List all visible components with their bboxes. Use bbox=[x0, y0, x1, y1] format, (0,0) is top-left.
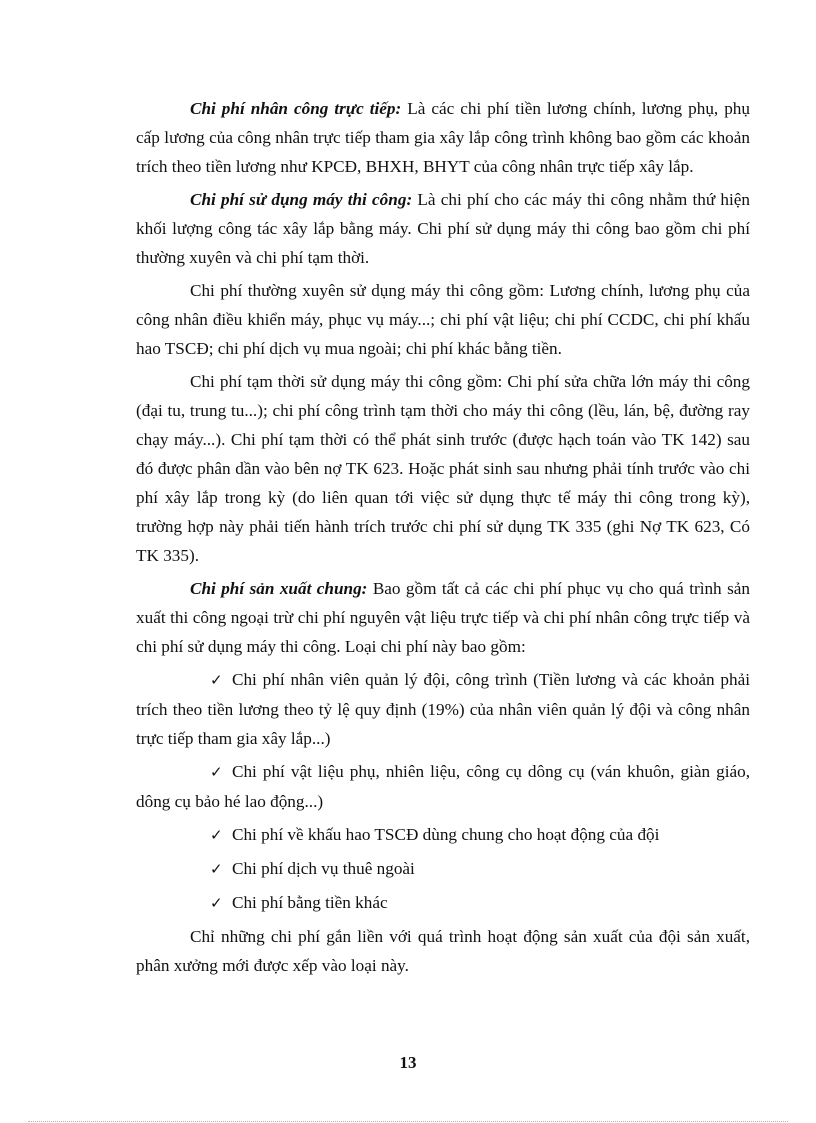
paragraph-general-production-cost bbox=[136, 574, 750, 661]
checklist-item-text: Chi phí về khấu hao TSCĐ dùng chung cho hoạt động của đội bbox=[232, 825, 660, 844]
page-number: 13 bbox=[399, 1053, 417, 1072]
term-direct-labor-cost: Chi phí nhân công trực tiếp bbox=[190, 99, 396, 118]
checklist-item bbox=[136, 757, 750, 816]
paragraph-machine-cost bbox=[136, 185, 750, 272]
paragraph-temporary-machine-cost: Chi phí tạm thời sử dụng máy thi công gồm: Chi phí sửa chữa lớn máy thi công (đại tu, trung tu...); chi phí công trình tạm thời cho máy thi công (lều, lán, bệ, đường ray chạy máy...). Chi phí tạm thời có thể phát sinh trước (được hạch toán vào TK 142) sau đó được phân dần vào bên nợ TK 623. Hoặc phát sinh sau nhưng phải tính trước vào chi phí xây lắp trong kỳ (do liên quan tới việc sử dụng thực tế máy thi công trong kỳ), trường hợp này phải tiến hành trích trước chi phí sử dụng TK 335 (ghi Nợ TK 623, Có TK 335). bbox=[136, 372, 750, 565]
term-machine-cost: Chi phí sử dụng máy thi công bbox=[190, 190, 407, 209]
checklist-item-text: Chi phí nhân viên quản lý đội, công trình (Tiền lương và các khoản phải trích theo tiền lương theo tỷ lệ quy định (19%) của nhân viên quản lý đội và công nhân trực tiếp tham gia xây lắp...) bbox=[136, 670, 750, 748]
checklist-item-text: Chi phí bằng tiền khác bbox=[232, 893, 388, 912]
checklist-item bbox=[136, 854, 750, 884]
paragraph-regular-machine-cost: Chi phí thường xuyên sử dụng máy thi công gồm: Lương chính, lương phụ của công nhân điều khiển máy, phục vụ máy...; chi phí vật liệu; chi phí CCDC, chi phí khấu hao TSCĐ; chi phí dịch vụ mua ngoài; chi phí khác bằng tiền. bbox=[136, 281, 750, 358]
paragraph-text: Là chi phí cho các máy thi công nhằm thứ hiện khối lượng công tác xây lắp bằng máy. Chi phí sử dụng máy thi công bao gồm chi phí thường xuyên và chi phí tạm thời. bbox=[136, 190, 751, 267]
page-bottom-divider bbox=[28, 1121, 788, 1122]
checkmark-icon: ✓ bbox=[210, 894, 223, 912]
paragraph-closing-note: Chỉ những chi phí gắn liền với quá trình hoạt động sản xuất của đội sản xuất, phân xưởng mới được xếp vào loại này. bbox=[136, 927, 750, 975]
checklist-item bbox=[136, 820, 750, 850]
checkmark-icon: ✓ bbox=[210, 671, 223, 689]
document-page bbox=[136, 92, 750, 984]
checkmark-icon: ✓ bbox=[210, 763, 223, 781]
term-general-production-cost: Chi phí sản xuất chung bbox=[190, 579, 362, 598]
paragraph-direct-labor-cost bbox=[136, 94, 750, 181]
paragraph-text: Là các chi phí tiền lương chính, lương phụ, phụ cấp lương của công nhân trực tiếp tham gia xây lắp công trình không bao gồm các khoản trích theo tiền lương như KPCĐ, BHXH, BHYT của công nhân trực tiếp xây lắp. bbox=[136, 99, 750, 176]
term-colon: : bbox=[361, 579, 368, 598]
term-colon: : bbox=[395, 99, 402, 118]
term-colon: : bbox=[406, 190, 413, 209]
checklist-item-text: Chi phí vật liệu phụ, nhiên liệu, công cụ dông cụ (ván khuôn, giàn giáo, dông cụ bảo hé lao động...) bbox=[136, 762, 750, 811]
paragraph-text: Bao gồm tất cả các chi phí phục vụ cho quá trình sản xuất thi công ngoại trừ chi phí nguyên vật liệu trực tiếp và chi phí nhân công trực tiếp và chi phí sử dụng máy thi công. Loại chi phí này bao gồm: bbox=[136, 579, 750, 656]
checklist-item bbox=[136, 888, 750, 918]
checkmark-icon: ✓ bbox=[210, 860, 223, 878]
checkmark-icon: ✓ bbox=[210, 826, 223, 844]
checklist-item bbox=[136, 665, 750, 753]
checklist-item-text: Chi phí dịch vụ thuê ngoài bbox=[232, 859, 415, 878]
